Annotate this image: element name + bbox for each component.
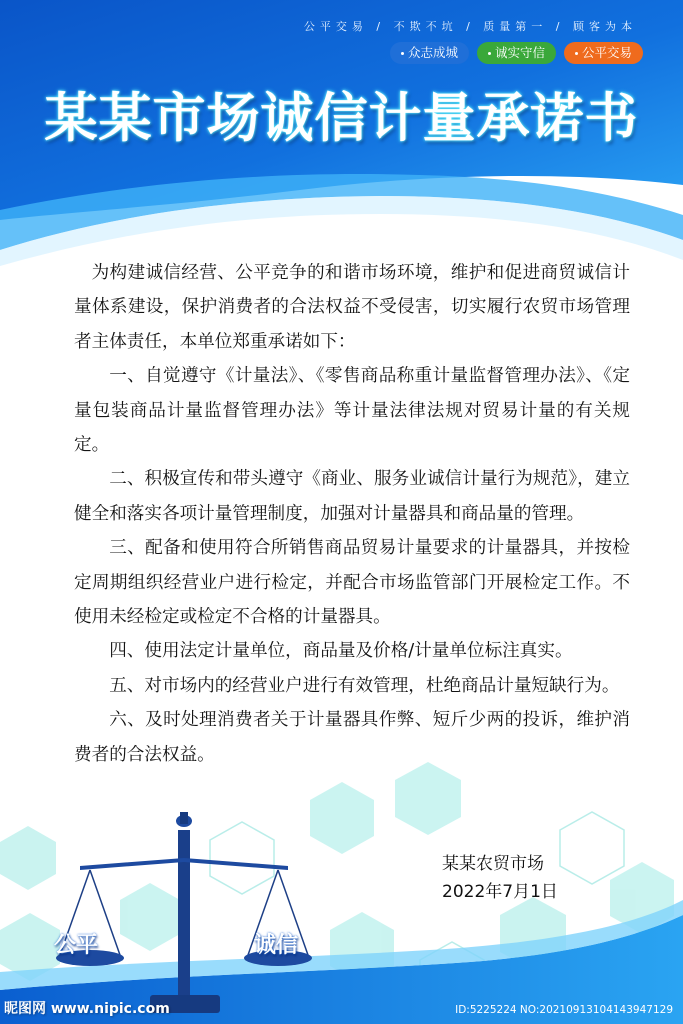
page-title: 某某市场诚信计量承诺书 <box>44 88 639 149</box>
watermark-left: 昵图网 www.nipic.com <box>4 1001 170 1017</box>
badge-group <box>390 42 643 64</box>
badge <box>564 42 643 64</box>
signature-block <box>442 850 558 906</box>
clause-paragraph: 五、对市场内的经营业户进行有效管理，杜绝商品计量短缺行为。 <box>109 675 620 696</box>
clause-paragraph: 一、自觉遵守《计量法》、《零售商品称重计量监督管理办法》、《定量包装商品计量监督管理办法》等计量法律法规对贸易计量的有关规定。 <box>74 366 630 456</box>
badge-label: 众志成城 <box>407 45 458 60</box>
slogan-line: 公平交易 / 不欺不坑 / 质量第一 / 顾客为本 <box>303 20 637 33</box>
clause-paragraph: 二、积极宣传和带头遵守《商业、服务业诚信计量行为规范》，建立健全和落实各项计量管理制度，加强对计量器具和商品量的管理。 <box>74 469 630 524</box>
intro-paragraph: 为构建诚信经营、公平竞争的和谐市场环境，维护和促进商贸诚信计量体系建设，保护消费者的合法权益不受侵害，切实履行农贸市场管理者主体责任，本单位郑重承诺如下： <box>74 263 630 352</box>
badge-label: 公平交易 <box>581 45 632 60</box>
bullet-icon <box>401 52 404 55</box>
scale-label-left: 公平 <box>54 933 99 958</box>
commitment-body <box>74 256 630 772</box>
clause-paragraph: 三、配备和使用符合所销售商品贸易计量要求的计量器具，并按检定周期组织经营业户进行检定，并配合市场监管部门开展检定工作。不使用未经检定或检定不合格的计量器具。 <box>74 538 630 628</box>
signature-date: 2022年7月1日 <box>442 882 558 902</box>
badge <box>477 42 556 64</box>
signature-org: 某某农贸市场 <box>442 854 544 874</box>
badge-label: 诚实守信 <box>494 45 545 60</box>
bullet-icon <box>575 52 578 55</box>
scale-label-right: 诚信 <box>254 933 299 958</box>
watermark-right: ID:5225224 NO:20210913104143947129 <box>455 1004 673 1016</box>
clause-paragraph: 六、及时处理消费者关于计量器具作弊、短斤少两的投诉，维护消费者的合法权益。 <box>74 710 630 765</box>
clause-paragraph: 四、使用法定计量单位，商品量及价格/计量单位标注真实。 <box>109 641 573 662</box>
bullet-icon <box>488 52 491 55</box>
badge <box>390 42 469 64</box>
